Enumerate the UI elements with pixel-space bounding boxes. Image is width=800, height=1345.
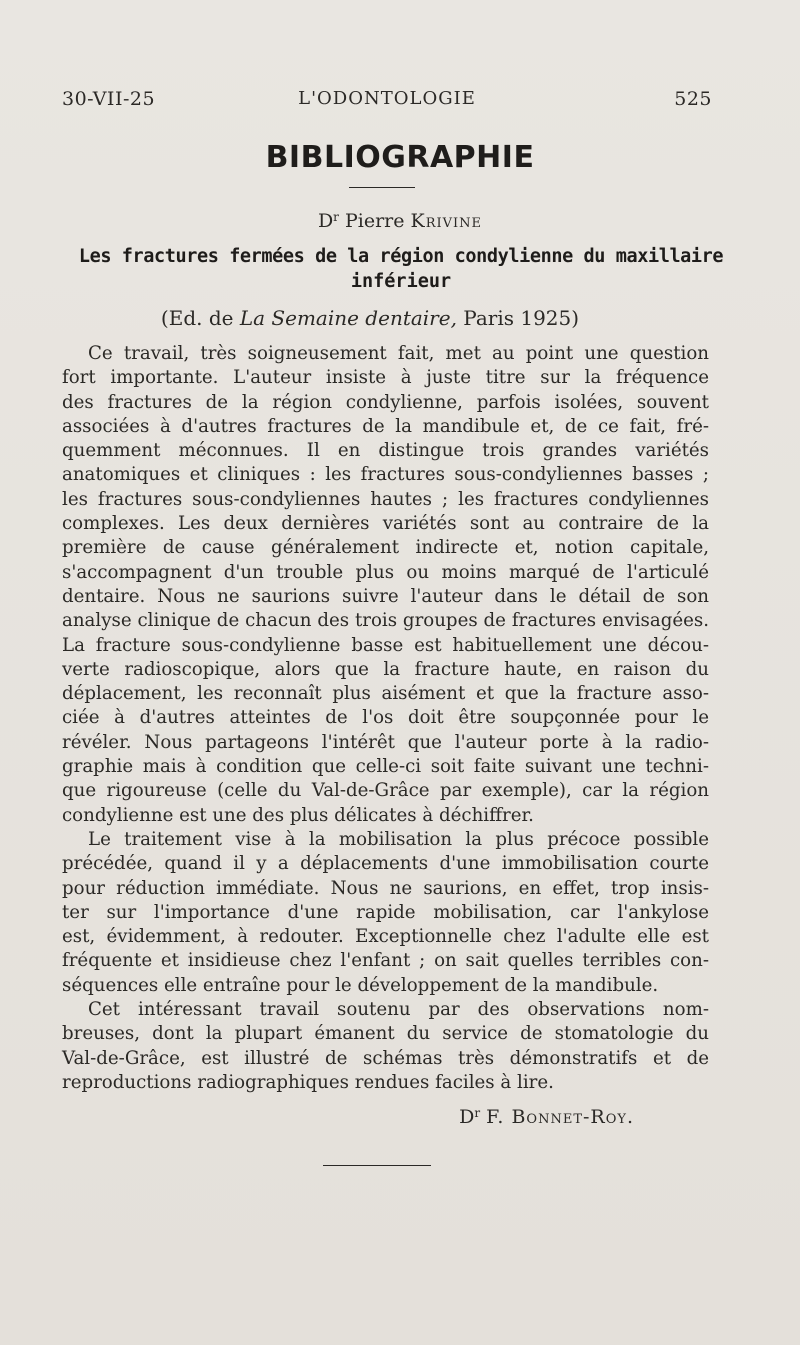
paragraph-line: fort importante. L'auteur insiste à juste titre sur la fréquence bbox=[62, 367, 709, 389]
paragraph-line: révéler. Nous partageons l'intérêt que l'auteur porte à la radio- bbox=[62, 731, 709, 753]
paragraph-line: quemment méconnues. Il en distingue trois grandes variétés bbox=[62, 440, 709, 462]
paragraph-line: graphie mais à condition que celle-ci soit faite suivant une techni- bbox=[62, 756, 709, 778]
paragraph-line: fréquente et insidieuse chez l'enfant ; on sait quelles terribles con- bbox=[62, 950, 709, 972]
paragraph-line: déplacement, les reconnaît plus aisément et que la fracture asso- bbox=[62, 683, 709, 705]
reviewer-signature bbox=[459, 1106, 634, 1128]
paragraph-line: les fractures sous-condyliennes hautes ; les fractures condyliennes bbox=[62, 488, 709, 510]
paragraph-line: des fractures de la région condylienne, parfois isolées, souvent bbox=[62, 391, 709, 413]
page-number: 525 bbox=[674, 88, 712, 110]
section-title: BIBLIOGRAPHIE bbox=[265, 140, 535, 175]
author-prefix: D bbox=[317, 210, 334, 232]
paragraph-line: breuses, dont la plupart émanent du service de stomatologie du bbox=[62, 1023, 709, 1045]
signature-prefix: D bbox=[459, 1106, 475, 1128]
signature-name: F. Bonnet-Roy. bbox=[486, 1106, 634, 1128]
paragraph bbox=[62, 342, 709, 828]
paragraph-line: dentaire. Nous ne saurions suivre l'auteur dans le détail de son bbox=[62, 585, 709, 607]
author-first-name: Pierre bbox=[344, 210, 405, 232]
paragraph-line: est, évidemment, à redouter. Exceptionnelle chez l'adulte elle est bbox=[62, 926, 709, 948]
paragraph-line: Cet intéressant travail soutenu par des observations nom- bbox=[88, 999, 709, 1021]
work-title-line-1: Les fractures fermées de la région condylienne du maxillaire bbox=[78, 246, 724, 267]
author-last-name: Krivine bbox=[410, 210, 483, 232]
edition-info bbox=[0, 306, 740, 330]
paragraph-line: ter sur l'importance d'une rapide mobilisation, car l'ankylose bbox=[62, 901, 709, 923]
paragraph-line: Ce travail, très soigneusement fait, met au point une question bbox=[88, 343, 709, 364]
reviewed-work-title bbox=[62, 244, 740, 294]
header-date: 30-VII-25 bbox=[62, 88, 156, 110]
paragraph-line: première de cause généralement indirecte et, notion capitale, bbox=[62, 537, 709, 559]
paragraph-line: s'accompagnent d'un trouble plus ou moins marqué de l'articulé bbox=[62, 561, 709, 583]
end-divider bbox=[323, 1165, 431, 1166]
paragraph-line: La fracture sous-condylienne basse est habituellement une décou- bbox=[62, 634, 709, 656]
work-title-line-2: inférieur bbox=[350, 271, 452, 292]
paragraph bbox=[62, 828, 709, 998]
edition-open: (Ed. de bbox=[160, 306, 240, 330]
paragraph-line: Le traitement vise à la mobilisation la plus précoce possible bbox=[88, 828, 709, 850]
paragraph-line: anatomiques et cliniques : les fractures sous-condyliennes basses ; bbox=[62, 464, 709, 486]
paragraph-line: condylienne est une des plus délicates à déchiffrer. bbox=[62, 804, 534, 826]
paragraph-line: complexes. Les deux dernières variétés sont au contraire de la bbox=[62, 513, 709, 535]
paragraph-line: reproductions radiographiques rendues faciles à lire. bbox=[62, 1071, 554, 1093]
paragraph-line: analyse clinique de chacun des trois groupes de fractures envisagées. bbox=[62, 610, 709, 632]
paragraph-line: pour réduction immédiate. Nous ne saurions, en effet, trop insis- bbox=[62, 877, 709, 899]
review-body bbox=[62, 342, 709, 1095]
review-author bbox=[0, 210, 800, 232]
paragraph-line: verte radioscopique, alors que la fracture haute, en raison du bbox=[62, 658, 709, 680]
title-divider bbox=[349, 187, 415, 188]
running-header bbox=[62, 88, 712, 118]
paragraph-line: précédée, quand il y a déplacements d'une immobilisation courte bbox=[62, 853, 709, 875]
paragraph-line: ciée à d'autres atteintes de l'os doit être soupçonnée pour le bbox=[62, 707, 709, 729]
paragraph-line: que rigoureuse (celle du Val-de-Grâce par exemple), car la région bbox=[62, 780, 709, 802]
paragraph-line: associées à d'autres fractures de la mandibule et, de ce fait, fré- bbox=[62, 415, 709, 437]
author-prefix-sup: r bbox=[333, 210, 339, 224]
signature-prefix-sup: r bbox=[474, 1106, 481, 1120]
header-journal-title: L'ODONTOLOGIE bbox=[298, 88, 476, 109]
edition-journal: La Semaine dentaire, bbox=[239, 306, 457, 330]
paragraph-line: Val-de-Grâce, est illustré de schémas très démonstratifs et de bbox=[62, 1047, 709, 1069]
edition-close: Paris 1925) bbox=[456, 306, 580, 330]
paragraph bbox=[62, 998, 709, 1095]
paragraph-line: séquences elle entraîne pour le développement de la mandibule. bbox=[62, 974, 659, 996]
